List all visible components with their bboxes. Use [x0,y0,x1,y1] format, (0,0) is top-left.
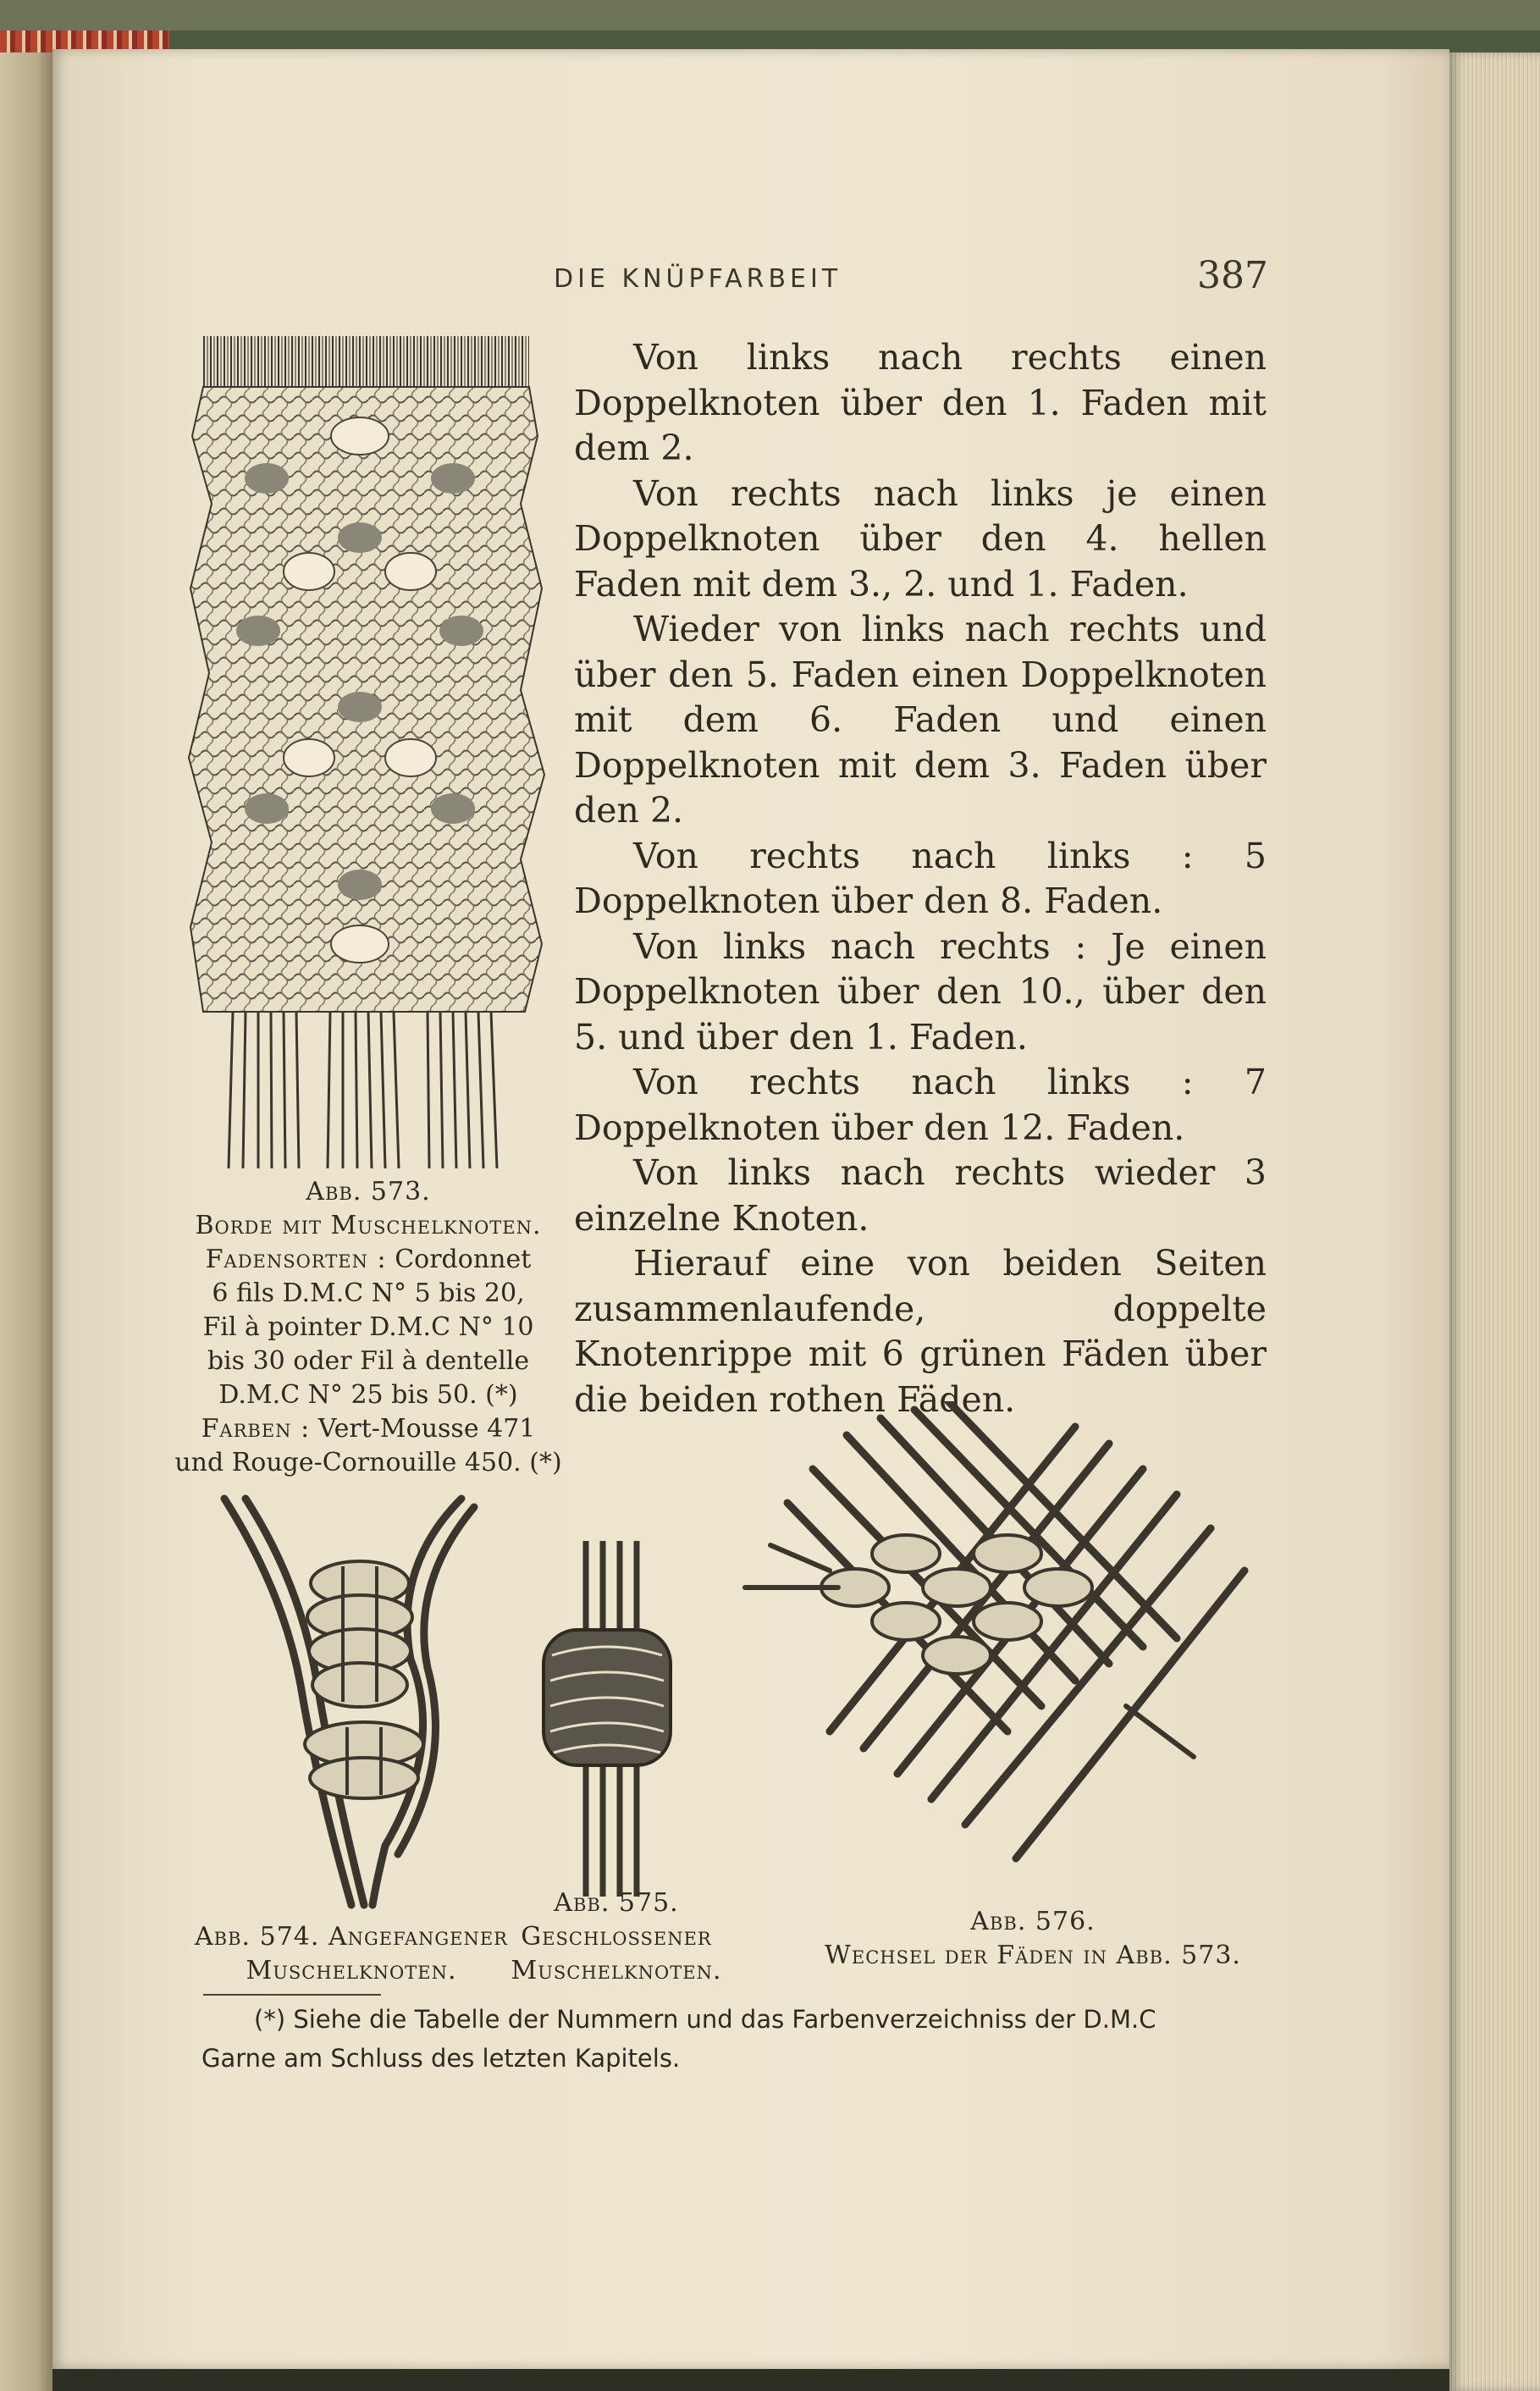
fig573-line-1-text: Cordonnet [386,1245,532,1274]
fig575-line-1: Geschlossener [521,1922,712,1952]
paragraph-2: Von rechts nach links je einen Doppelknoten über den 4. hellen Faden mit dem 3., 2. und 1. Faden. [574,472,1267,605]
fig576-label: Abb. 576. [970,1907,1096,1936]
fig573-border-illustration [182,334,555,1173]
fig573-line-7: und Rouge-Cornouille 450. (*) [174,1448,562,1477]
paragraph-7: Von links nach rechts wieder 3 einzelne Knoten. [574,1152,1267,1239]
fig574-knot-illustration [207,1490,487,1913]
fig576-threads-illustration [737,1401,1278,1884]
fig573-line-6-text: Vert-Mousse 471 [310,1414,536,1444]
fig573-line-4: bis 30 oder Fil à dentelle [207,1346,530,1376]
fig573-line-2: 6 fils D.M.C N° 5 bis 20, [212,1278,525,1308]
fig574-line-2: Muschelknoten. [246,1956,457,1985]
paragraph-3: Wieder von links nach rechts und über den 5. Faden einen Doppelknoten mit dem 6. Faden und einen Doppelknoten mit dem 3. Faden über den 2. [574,609,1267,831]
fig574-caption [186,1920,516,1988]
fig574-line-1: Abb. 574. Angefangener [195,1922,508,1952]
fig573-line-1-lead: Fadensorten : [205,1245,387,1274]
fig573-caption [174,1175,563,1480]
fig576-caption [783,1905,1283,1973]
footnote [201,2000,1285,2078]
fig575-label: Abb. 575. [554,1888,679,1918]
fig575-knot-illustration [535,1541,679,1897]
fig575-line-2: Muschelknoten. [511,1956,722,1985]
paragraph-6: Von rechts nach links : 7 Doppelknoten über den 12. Faden. [574,1062,1267,1148]
fig573-label: Abb. 573. [306,1177,431,1207]
fig573-title: Borde mit Muschelknoten. [195,1211,542,1240]
paragraph-1: Von links nach rechts einen Doppelknoten über den 1. Faden mit dem 2. [574,337,1267,468]
fig575-caption [498,1886,735,1988]
book-cover-top [0,0,1540,52]
page-number: 387 [1197,254,1268,297]
fig573-line-3: Fil à pointer D.M.C N° 10 [202,1312,534,1342]
paragraph-5: Von links nach rechts : Je einen Doppelknoten über den 10., über den 5. und über den 1. Faden. [574,925,1267,1057]
paragraph-8: Hierauf eine von beiden Seiten zusammenlaufende, doppelte Knotenrippe mit 6 grünen Fäden über die beiden rothen Fäden. [574,1243,1267,1420]
paragraph-4: Von rechts nach links : 5 Doppelknoten über den 8. Faden. [574,835,1267,921]
page-edges [1449,52,1540,2391]
fig573-line-6 [174,1412,563,1446]
footnote-rule [203,1994,381,1996]
fig576-line-1: Wechsel der Fäden in Abb. 573. [825,1941,1241,1970]
binding-gutter [0,52,52,2391]
fig573-line-1 [174,1243,563,1277]
running-title: DIE KNÜPFARBEIT [554,264,842,294]
footnote-line-1: (*) Siehe die Tabelle der Nummern und das Farbenverzeichniss der D.M.C [254,2005,1156,2034]
fig573-line-6-lead: Farben : [201,1414,311,1444]
body-text [574,335,1267,1422]
footnote-line-2: Garne am Schluss des letzten Kapitels. [201,2044,681,2073]
fig573-line-5: D.M.C N° 25 bis 50. (*) [218,1380,518,1410]
